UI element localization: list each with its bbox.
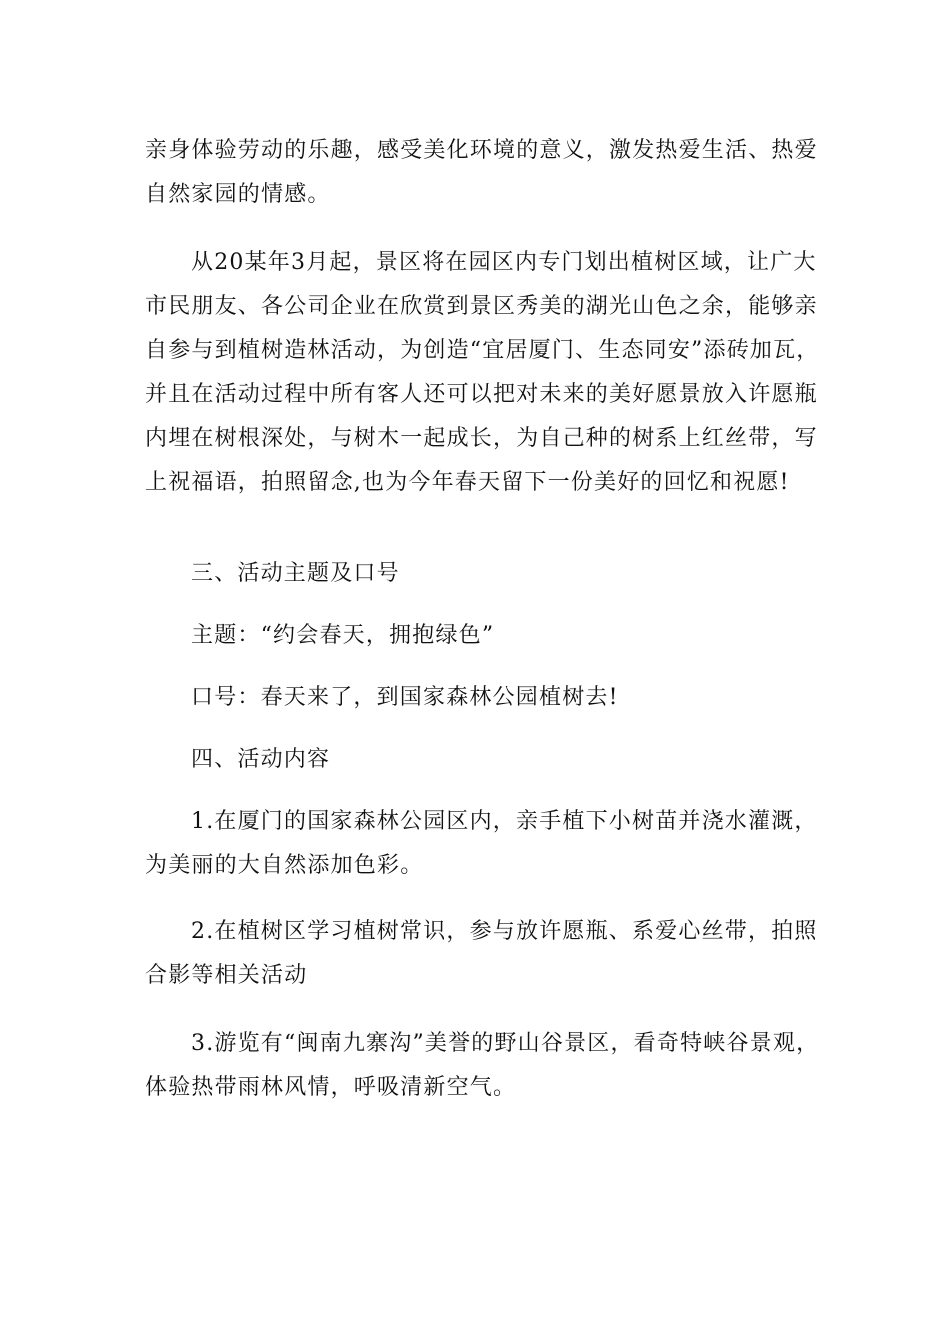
- paragraph-planting-area: [145, 241, 820, 505]
- list-item-3: [145, 1022, 820, 1110]
- paragraph-slogan: [145, 676, 810, 720]
- text-line: 三、活动主题及口号: [191, 561, 400, 586]
- text-line: 从20某年3月起，景区将在园区内专门划出植树区域，让广大: [191, 250, 817, 275]
- section-heading-activity-content: [145, 738, 810, 782]
- text-line: 自然家园的情感。: [145, 182, 331, 207]
- text-line: 主题：“约会春天，拥抱绿色”: [191, 623, 495, 648]
- text-line: 3.游览有“闽南九寨沟”美誉的野山谷景区，看奇特峡谷景观，: [191, 1031, 820, 1056]
- section-heading-theme-slogan: [145, 552, 810, 596]
- text-line: 1.在厦门的国家森林公园区内，亲手植下小树苗并浇水灌溉，: [191, 809, 818, 834]
- text-line: 自参与到植树造林活动，为创造“宜居厦门、生态同安”添砖加瓦，: [145, 338, 820, 363]
- text-line: 亲身体验劳动的乐趣，感受美化环境的意义，激发热爱生活、热爱: [145, 138, 818, 163]
- text-line: 上祝福语，拍照留念,也为今年春天留下一份美好的回忆和祝愿!: [145, 470, 790, 495]
- text-line: 为美丽的大自然添加色彩。: [145, 853, 424, 878]
- text-line: 体验热带雨林风情，呼吸清新空气。: [145, 1075, 517, 1100]
- text-line: 四、活动内容: [191, 747, 331, 772]
- text-line: 并且在活动过程中所有客人还可以把对未来的美好愿景放入许愿瓶: [145, 382, 818, 407]
- paragraph-theme: [145, 614, 810, 658]
- text-line: 合影等相关活动: [145, 963, 308, 988]
- text-line: 市民朋友、各公司企业在欣赏到景区秀美的湖光山色之余，能够亲: [145, 294, 818, 319]
- text-line: 2.在植树区学习植树常识，参与放许愿瓶、系爱心丝带，拍照: [191, 919, 818, 944]
- list-item-1: [145, 800, 818, 888]
- list-item-2: [145, 910, 818, 998]
- paragraph-intro-continuation: [145, 129, 818, 217]
- text-line: 口号：春天来了，到国家森林公园植树去!: [191, 685, 619, 710]
- text-line: 内埋在树根深处，与树木一起成长，为自己种的树系上红丝带，写: [145, 426, 818, 451]
